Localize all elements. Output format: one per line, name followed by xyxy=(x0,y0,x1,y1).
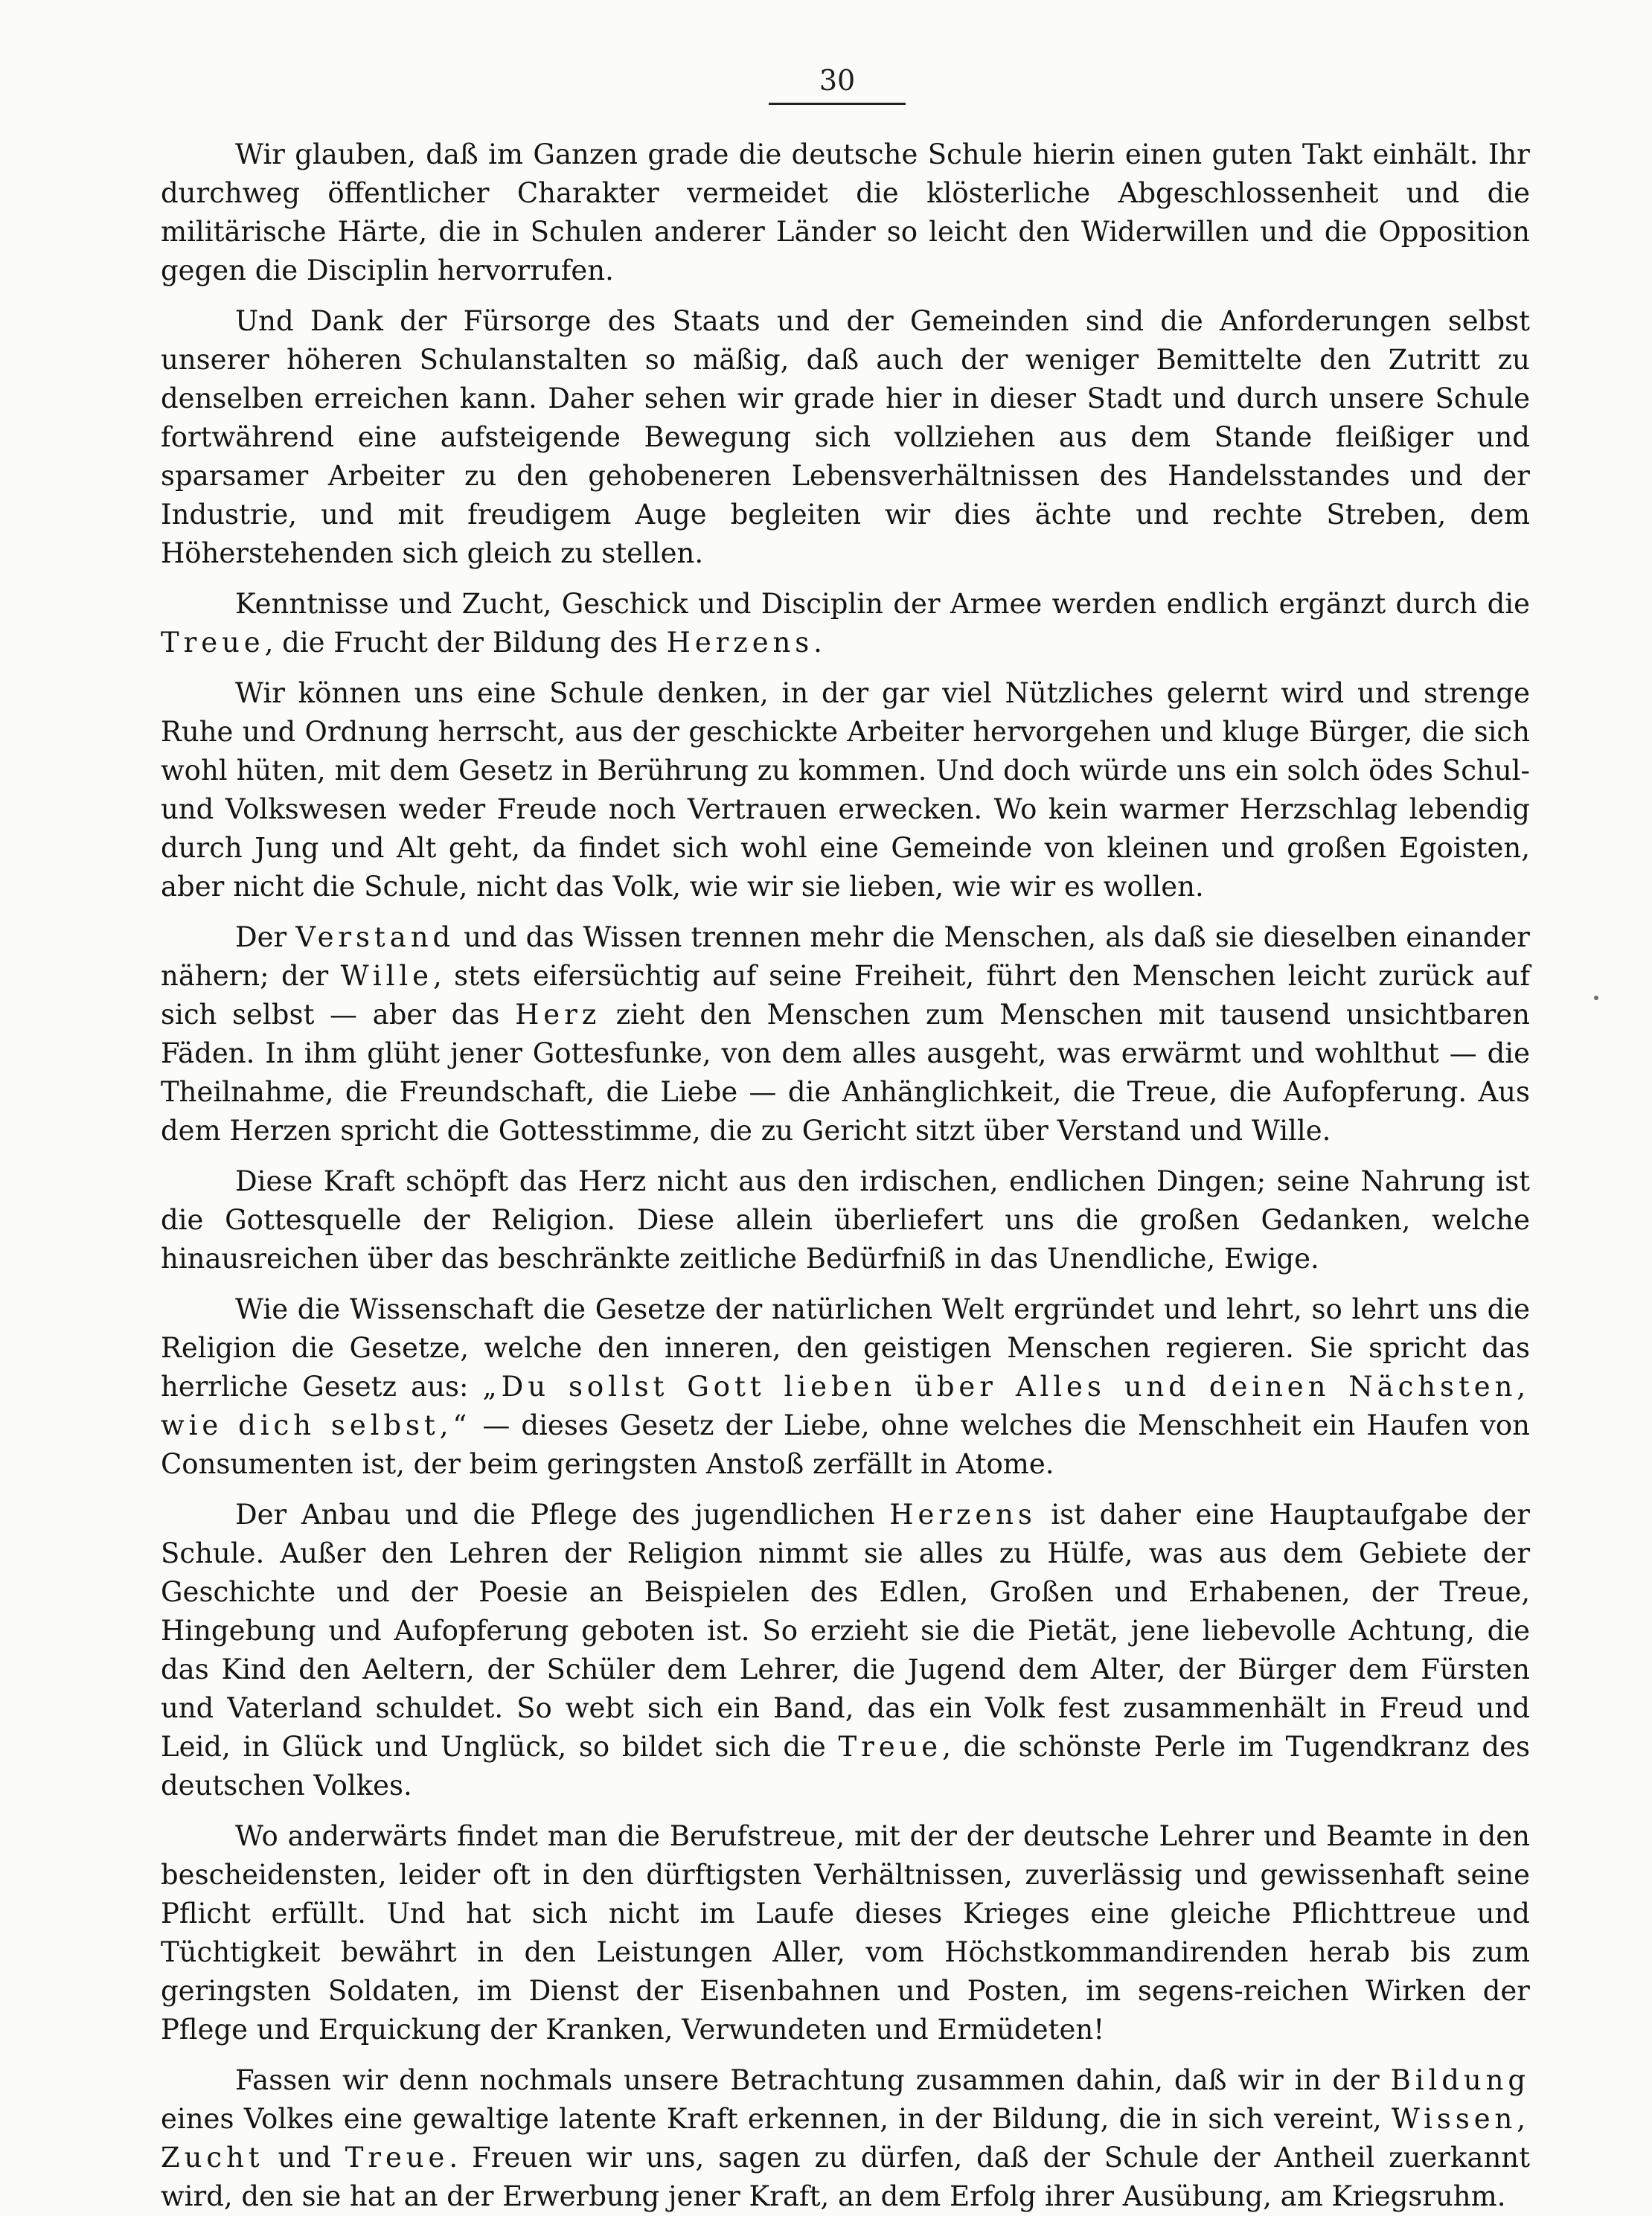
emphasis-treue-3: Treue xyxy=(345,2142,449,2174)
page-number-rule xyxy=(769,103,906,105)
paragraph-9: Wo anderwärts findet man die Berufstreue, mit der der deutsche Lehrer und Beamte in den bescheidensten, leider oft in den dürftigsten Verhältnissen, zuverlässig und gewissenhaft seine Pflicht erfüllt. Und hat sich nicht im Laufe dieses Krieges eine gleiche Pflichttreue und Tüchtigkeit bewährt in den Leistungen Aller, vom Höchstkommandirenden herab bis zum geringsten Soldaten, im Dienst der Eisenbahnen und Posten, im segens-reichen Wirken der Pflege und Erquickung der Kranken, Verwundeten und Ermüdeten! xyxy=(161,1820,1530,2046)
paragraph-5: Der Verstand und das Wissen trennen mehr die Menschen, als daß sie dieselben einander nähern; der Wille, stets eifersüchtig auf seine Freiheit, führt den Menschen leicht zurück auf sich selbst — aber das Herz zieht den Menschen zum Menschen mit tausend unsichtbaren Fäden. In ihm glüht jener Gottesfunke, von dem alles ausgeht, was erwärmt und wohlthut — die Theilnahme, die Freundschaft, die Liebe — die Anhänglichkeit, die Treue, die Aufopferung. Aus dem Herzen spricht die Gottesstimme, die zu Gericht sitzt über Verstand und Wille. xyxy=(161,921,1531,1147)
emphasis-herzens-2: Herzens xyxy=(889,1499,1037,1531)
emphasis-commandment-quote: „Du sollst Gott lieben über Alles und deinen Nächsten, wie dich selbst,“ xyxy=(161,1371,1530,1441)
paragraph-7: Wie die Wissenschaft die Gesetze der natürlichen Welt ergründet und lehrt, so lehrt uns die Religion die Gesetze, welche den inneren, den geistigen Menschen regieren. Sie spricht das herrliche Gesetz aus: „Du sollst Gott lieben über Alles und deinen Nächsten, wie dich selbst,“ — dieses Gesetz der Liebe, ohne welches die Menschheit ein Haufen von Consumenten ist, der beim geringsten Anstoß zerfällt in Atome. xyxy=(161,1293,1530,1480)
paragraph-3: Kenntnisse und Zucht, Geschick und Disciplin der Armee werden endlich ergänzt durch die Treue, die Frucht der Bildung des Herzens. xyxy=(161,588,1530,659)
emphasis-wissen-zucht: Wissen, Zucht xyxy=(161,2103,1530,2174)
emphasis-herz: Herz xyxy=(515,999,601,1031)
paragraph-6: Diese Kraft schöpft das Herz nicht aus den irdischen, endlichen Dingen; seine Nahrung ist die Gottesquelle der Religion. Diese allein überliefert uns die großen Gedanken, welche hinausreichen über das beschränkte zeitliche Bedürfniß in das Unendliche, Ewige. xyxy=(161,1165,1530,1275)
emphasis-herzens: Herzens xyxy=(666,627,814,659)
paper-speck xyxy=(1594,996,1598,1000)
emphasis-treue-2: Treue xyxy=(838,1731,943,1763)
paragraph-2: Und Dank der Fürsorge des Staats und der Gemeinden sind die Anforderungen selbst unserer höheren Schulanstalten so mäßig, daß auch der weniger Bemittelte den Zutritt zu denselben erreichen kann. Daher sehen wir grade hier in dieser Stadt und durch unsere Schule fortwährend eine aufsteigende Bewegung sich vollziehen aus dem Stande fleißiger und sparsamer Arbeiter zu den gehobeneren Lebensverhältnissen des Handelsstandes und der Industrie, und mit freudigem Auge begleiten wir dies ächte und rechte Streben, dem Höherstehenden sich gleich zu stellen. xyxy=(161,305,1530,569)
emphasis-bildung: Bildung xyxy=(1390,2064,1530,2096)
emphasis-treue: Treue xyxy=(161,627,265,659)
emphasis-wille: Wille xyxy=(340,960,433,992)
emphasis-verstand: Verstand xyxy=(295,921,455,953)
paragraph-1: Wir glauben, daß im Ganzen grade die deutsche Schule hierin einen guten Takt einhält. Ihr durchweg öffentlicher Charakter vermeidet die klösterliche Abgeschlossenheit und die militärische Härte, die in Schulen anderer Länder so leicht den Widerwillen und die Opposition gegen die Disciplin hervorrufen. xyxy=(161,138,1530,286)
body-text xyxy=(161,135,1530,2216)
paragraph-4: Wir können uns eine Schule denken, in der gar viel Nützliches gelernt wird und strenge Ruhe und Ordnung herrscht, aus der geschickte Arbeiter hervorgehen und kluge Bürger, die sich wohl hüten, mit dem Gesetz in Berührung zu kommen. Und doch würde uns ein solch ödes Schul- und Volkswesen weder Freude noch Vertrauen erwecken. Wo kein warmer Herzschlag lebendig durch Jung und Alt geht, da findet sich wohl eine Gemeinde von kleinen und großen Egoisten, aber nicht die Schule, nicht das Volk, wie wir sie lieben, wie wir es wollen. xyxy=(161,677,1530,903)
paragraph-10: Fassen wir denn nochmals unsere Betrachtung zusammen dahin, daß wir in der Bildung eines Volkes eine gewaltige latente Kraft erkennen, in der Bildung, die in sich vereint, Wissen, Zucht und Treue. Freuen wir uns, sagen zu dürfen, daß der Schule der Antheil zuerkannt wird, den sie hat an der Erwerbung jener Kraft, an dem Erfolg ihrer Ausübung, am Kriegsruhm. xyxy=(161,2064,1530,2212)
paragraph-8: Der Anbau und die Pflege des jugendlichen Herzens ist daher eine Hauptaufgabe der Schule. Außer den Lehren der Religion nimmt sie alles zu Hülfe, was aus dem Gebiete der Geschichte und der Poesie an Beispielen des Edlen, Großen und Erhabenen, der Treue, Hingebung und Aufopferung geboten ist. So erzieht sie die Pietät, jene liebevolle Achtung, die das Kind den Aeltern, der Schüler dem Lehrer, die Jugend dem Alter, der Bürger dem Fürsten und Vaterland schuldet. So webt sich ein Band, das ein Volk fest zusammenhält in Freud und Leid, in Glück und Unglück, so bildet sich die Treue, die schönste Perle im Tugendkranz des deutschen Volkes. xyxy=(161,1499,1530,1802)
page-number: 30 xyxy=(819,64,856,97)
